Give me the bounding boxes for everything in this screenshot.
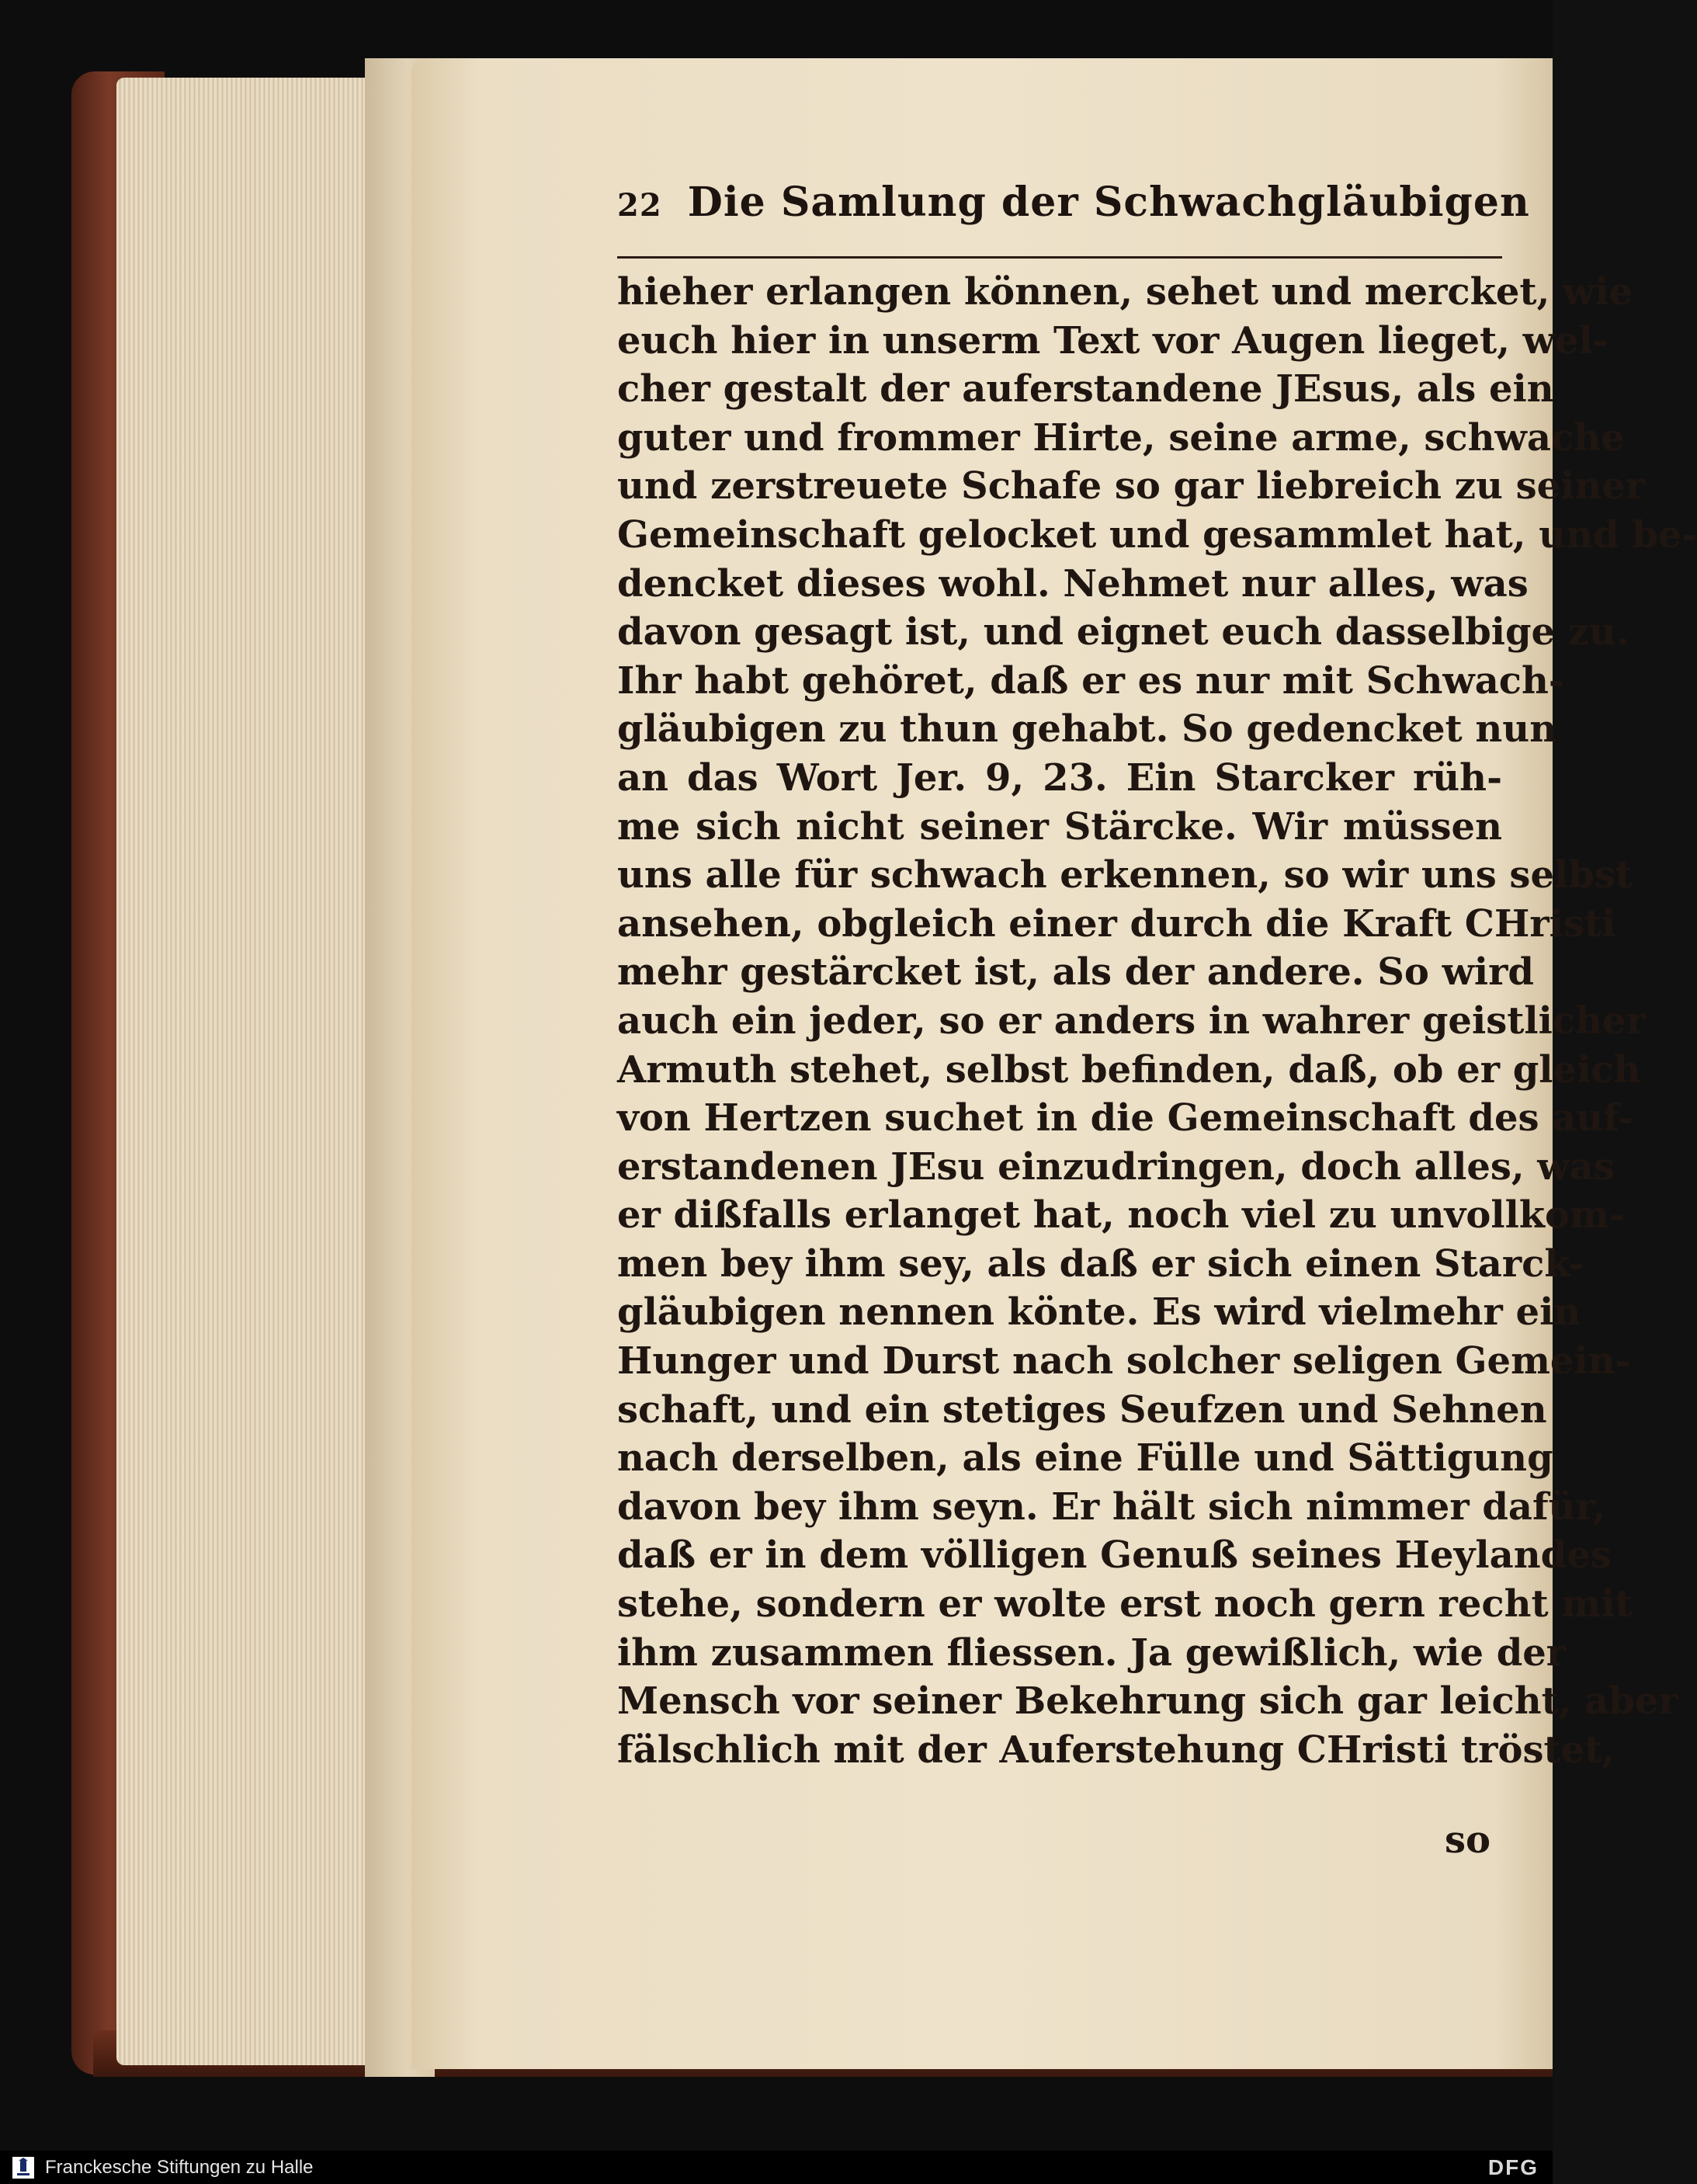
text-line: Hunger und Durst nach solcher seligen Gemein- (617, 1339, 1631, 1384)
text-line: davon bey ihm seyn. Er hält sich nimmer dafür, (617, 1484, 1606, 1529)
page-number: 22 (617, 187, 662, 224)
text-line: men bey ihm sey, als daß er sich einen Starck- (617, 1241, 1584, 1286)
text-line: hieher erlangen können, sehet und mercket, wie (617, 270, 1633, 314)
text-line: ihm zusammen fliessen. Ja gewißlich, wie der (617, 1630, 1567, 1675)
text-line: fälschlich mit der Auferstehung CHristi tröstet, (617, 1727, 1615, 1772)
text-line: ansehen, obgleich einer durch die Kraft CHristi (617, 901, 1616, 946)
running-head-title: Die Samlung der Schwachgläubigen (687, 179, 1530, 226)
text-line: euch hier in unserm Text vor Augen lieget, wel- (617, 318, 1609, 363)
text-line: Armuth stehet, selbst befinden, daß, ob er gleich (617, 1047, 1641, 1092)
text-line: mehr gestärcket ist, als der andere. So wird (617, 950, 1534, 995)
text-line: an das Wort Jer. 9, 23. Ein Starcker rüh- (617, 755, 1502, 800)
body-text (617, 268, 1697, 1774)
text-line: von Hertzen suchet in die Gemeinschaft des auf- (617, 1096, 1634, 1141)
running-head (617, 179, 1530, 233)
text-line: erstandenen JEsu einzudringen, doch alles, was (617, 1144, 1615, 1189)
catchword: so (1444, 1818, 1491, 1862)
text-line: uns alle für schwach erkennen, so wir uns selbst (617, 853, 1633, 898)
text-line: gläubigen nennen könte. Es wird vielmehr ein (617, 1290, 1581, 1335)
text-line: me sich nicht seiner Stärcke. Wir müssen (617, 804, 1502, 849)
funder-logo: DFG (1487, 2155, 1539, 2179)
text-line: daß er in dem völligen Genuß seines Heylandes (617, 1533, 1612, 1578)
text-line: guter und frommer Hirte, seine arme, schwache (617, 415, 1625, 460)
text-line: stehe, sondern er wolte erst noch gern recht mit (617, 1582, 1633, 1627)
head-rule (617, 256, 1502, 259)
text-line: Ihr habt gehöret, daß er es nur mit Schwach- (617, 658, 1564, 703)
text-line: nach derselben, als eine Fülle und Sättigung (617, 1436, 1553, 1481)
library-name: Franckesche Stiftungen zu Halle (45, 2157, 314, 2178)
text-line: gläubigen zu thun gehabt. So gedencket nun (617, 707, 1557, 752)
text-line: Mensch vor seiner Bekehrung sich gar leicht, aber (617, 1679, 1678, 1724)
text-line: Gemeinschaft gelocket und gesammlet hat, und be- (617, 512, 1697, 557)
text-line: auch ein jeder, so er anders in wahrer geistlicher (617, 998, 1646, 1043)
text-line: und zerstreuete Schafe so gar liebreich zu seiner (617, 464, 1646, 509)
text-line: cher gestalt der auferstandene JEsus, als ein (617, 367, 1554, 411)
text-line: schaft, und ein stetiges Seufzen und Sehnen (617, 1387, 1547, 1432)
text-line: davon gesagt ist, und eignet euch dasselbige zu. (617, 610, 1629, 655)
text-line: er dißfalls erlanget hat, noch viel zu unvollkom- (617, 1193, 1625, 1238)
library-logo-icon (12, 2157, 34, 2179)
viewer-footer (0, 2151, 1553, 2184)
text-line: dencket dieses wohl. Nehmet nur alles, was (617, 561, 1529, 606)
